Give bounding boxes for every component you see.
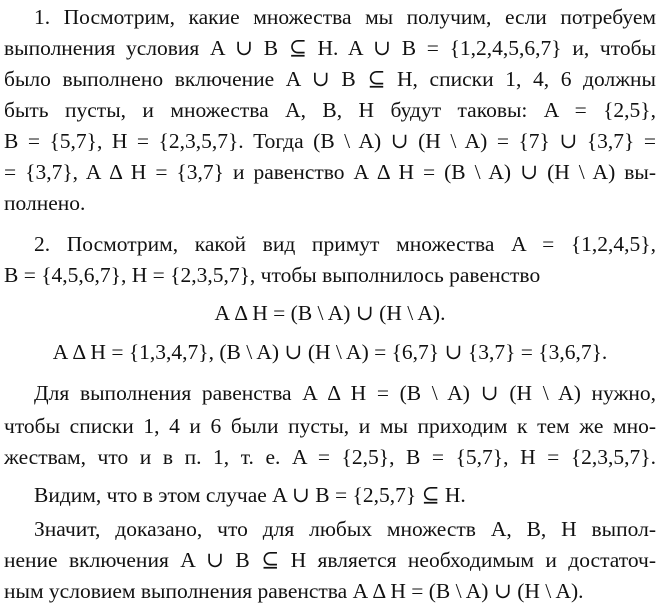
text-line: было выполнено включение A ∪ B ⊆ H, списки 1, 4, 6 должны [4,67,656,91]
text-line: B = {4,5,6,7}, H = {2,3,5,7}, чтобы выполнилось равенство [4,263,541,287]
text-line: выполнения условия A ∪ B ⊆ H. A ∪ B = {1,2,4,5,6,7} и, чтобы [4,36,656,60]
text-line: Значит, доказано, что для любых множеств A, B, H выпол- [34,517,656,541]
text-line: 2. Посмотрим, какой вид примут множества A = {1,2,4,5}, [34,232,656,256]
display-formula: A Δ H = (B \ A) ∪ (H \ A). [214,301,446,325]
text-line: Видим, что в этом случае A ∪ B = {2,5,7} ⊆ H. [34,483,466,507]
text-line: B = {5,7}, H = {2,3,5,7}. Тогда (B \ A) ∪ (H \ A) = {7} ∪ {3,7} = [4,129,656,153]
text-line: быть пусты, и множества A, B, H будут таковы: A = {2,5}, [4,98,656,122]
text-line: = {3,7}, A Δ H = {3,7} и равенство A Δ H = (B \ A) ∪ (H \ A) вы- [4,160,656,184]
text-line: 1. Посмотрим, какие множества мы получим, если потребуем [34,5,656,29]
text-line: чтобы списки 1, 4 и 6 были пусты, и мы приходим к тем же мно- [4,414,656,438]
text-line: ным условием выполнения равенства A Δ H = (B \ A) ∪ (H \ A). [4,579,584,603]
text-line: полнено. [4,191,86,215]
text-line: жествам, что и в п. 1, т. е. A = {2,5}, B = {5,7}, H = {2,3,5,7}. [4,445,656,469]
text-line: нение включения A ∪ B ⊆ H является необходимым и достаточ- [4,548,656,572]
display-formula: A Δ H = {1,3,4,7}, (B \ A) ∪ (H \ A) = {6,7} ∪ {3,7} = {3,6,7}. [52,340,608,364]
text-line: Для выполнения равенства A Δ H = (B \ A) ∪ (H \ A) нужно, [34,381,656,405]
